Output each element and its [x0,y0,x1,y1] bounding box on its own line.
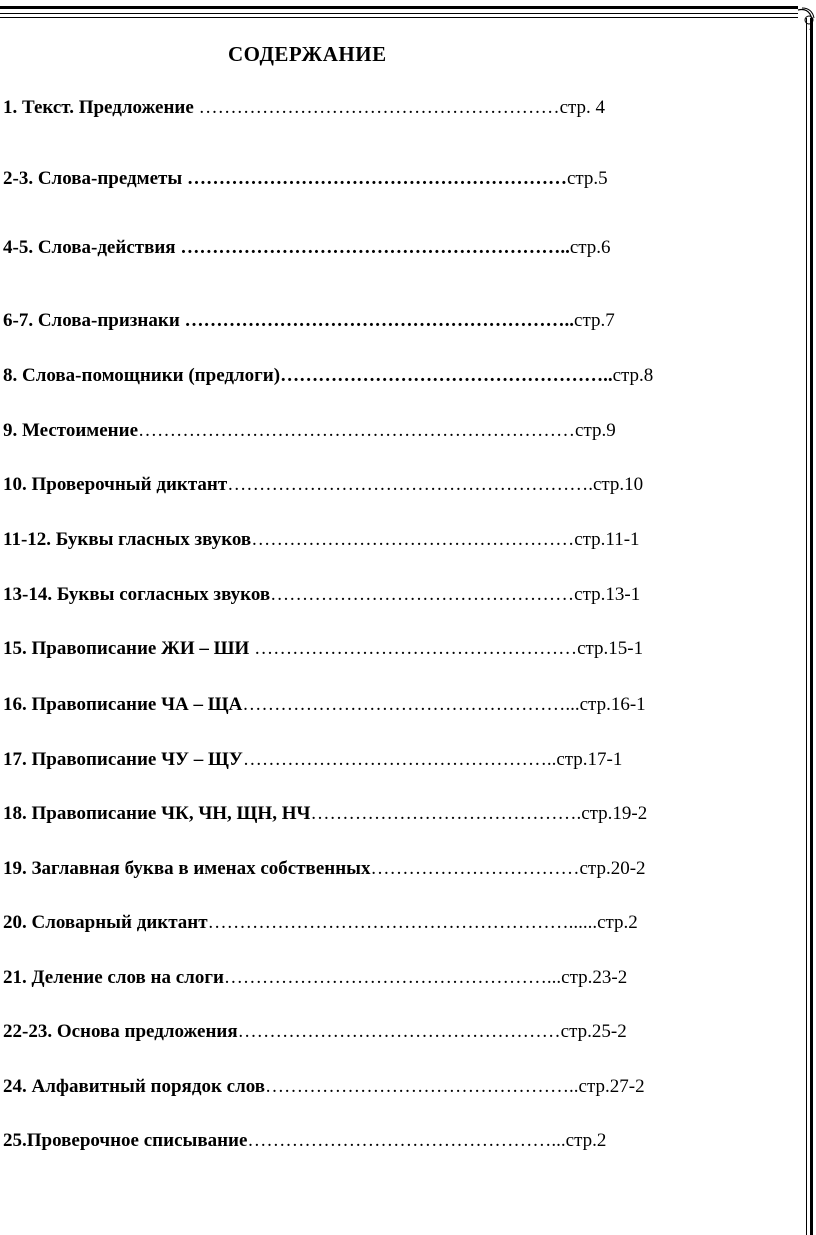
toc-entry-leader: ……………………………………………... [242,694,580,715]
toc-entry [3,419,616,443]
toc-entry-title: 19. Заглавная буква в именах собственных [3,858,371,879]
toc-entry-leader: …………………………………………………………… [138,420,576,441]
page-title: СОДЕРЖАНИЕ [228,42,387,66]
toc-entry-page: стр.2 [565,1130,607,1151]
toc-entry-title: 1. Текст. Предложение [3,97,194,118]
toc-entry-page: стр.20-2 [579,858,646,879]
toc-entry-leader: …………………………………………………….. [175,237,570,258]
toc-entry-page: стр.27-2 [578,1076,645,1097]
toc-entry-leader: ………………………………………………… [193,97,560,118]
toc-entry-page: стр.16-1 [579,694,646,715]
toc-entry [3,96,605,120]
toc-entry-page: стр.9 [575,420,616,441]
toc-entry-leader: …………………………………………………… [182,168,567,189]
toc-entry [3,236,611,260]
toc-entry-leader: ……………………………………………... [223,967,562,988]
toc-entry [3,637,643,661]
toc-entry [3,528,640,552]
toc-entry-page: стр.13-1 [574,584,641,605]
toc-entry [3,309,615,333]
toc-entry-page: стр.19-2 [581,803,648,824]
toc-entry [3,1020,627,1044]
toc-entry-page: стр.7 [574,310,615,331]
page-border-right [806,0,816,1235]
toc-entry-title: 10. Проверочный диктант [3,474,228,495]
toc-entry-title: 4-5. Слова-действия [3,237,176,258]
toc-entry-leader: …………………………………………………….. [179,310,575,331]
toc-entry-page: стр.10 [592,474,644,495]
toc-entry-title: 6-7. Слова-признаки [3,310,180,331]
toc-entry-title: 24. Алфавитный порядок слов [3,1076,266,1097]
toc-entry-page: стр. 4 [559,97,606,118]
toc-entry-title: 25.Проверочное списывание [3,1130,248,1151]
toc-entry-page: стр.8 [612,365,654,386]
toc-entry-leader: …………………………………………… [251,529,575,550]
toc-entry-title: 2-3. Слова-предметы [3,168,183,189]
toc-entry-leader: ………………………………………… [270,584,575,605]
toc-entry-leader: …………………………………………… [237,1021,561,1042]
toc-entry [3,364,653,388]
toc-entry [3,911,638,935]
toc-entry [3,473,643,497]
toc-entry-page: стр.2 [597,912,638,933]
toc-entry-title: 9. Местоимение [3,420,139,441]
toc-entry-title: 20. Словарный диктант [3,912,208,933]
toc-entry-page: стр.25-2 [560,1021,627,1042]
toc-entry-leader: …………………………………………………. [227,474,593,495]
toc-entry-leader: ………………………………………….. [265,1076,579,1097]
toc-entry-title: 22-23. Основа предложения [3,1021,238,1042]
toc-entry-page: стр.23-2 [561,967,628,988]
toc-entry-page: стр.6 [569,237,611,258]
toc-entry-page: стр.17-1 [556,749,623,770]
toc-entry-leader: …………………………………………………...... [207,912,598,933]
toc-entry-leader: …………………………………………….. [280,365,613,386]
toc-entry-title: 18. Правописание ЧК, ЧН, ЩН, НЧ [3,803,311,824]
toc-entry-page: стр.5 [566,168,608,189]
toc-entry-title: 11-12. Буквы гласных звуков [3,529,252,550]
toc-entry [3,167,608,191]
toc-entry [3,1075,645,1099]
toc-entry-title: 15. Правописание ЖИ – ШИ [3,638,250,659]
toc-entry-title: 13-14. Буквы согласных звуков [3,584,271,605]
toc-entry-page: стр.11-1 [574,529,640,550]
toc-entry-leader: ……………………………………. [310,803,582,824]
toc-entry-leader: …………………………………………... [247,1130,566,1151]
toc-entry [3,748,622,772]
toc-entry [3,857,646,881]
toc-entry [3,966,627,990]
toc-entry [3,583,640,607]
toc-entry-title: 21. Деление слов на слоги [3,967,224,988]
toc-entry [3,693,646,717]
toc-entry [3,1129,606,1153]
toc-entry-leader: …………………………………………… [249,638,578,659]
toc-entry-title: 16. Правописание ЧА – ЩА [3,694,243,715]
toc-entry-title: 8. Слова-помощники (предлоги) [3,365,281,386]
toc-entry-page: стр.15-1 [577,638,644,659]
toc-entry-leader: …………………………… [370,858,580,879]
toc-entry-title: 17. Правописание ЧУ – ЩУ [3,749,243,770]
toc-entry [3,802,647,826]
toc-entry-leader: ………………………………………….. [242,749,557,770]
